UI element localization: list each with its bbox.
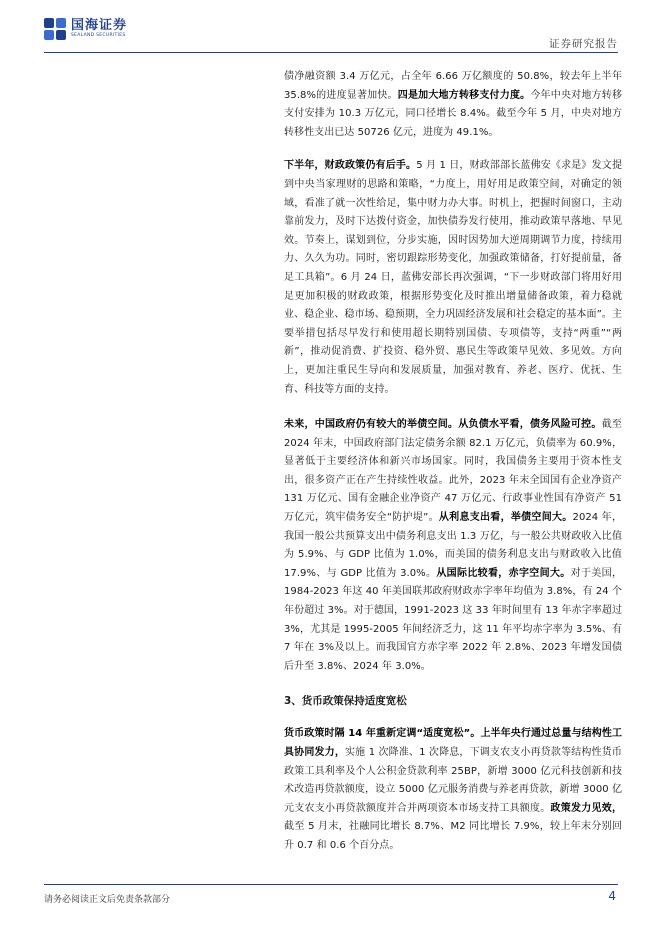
text-span: 今年中央对地方转移支付安排为 10.3 万亿元，同口径增长 8.4%。截至今年 5 月，中央对地方转移性支出已达 50726 亿元，进度为 49.1%。	[284, 89, 623, 138]
bold-lead: 从利息支出看，举债空间大。	[438, 512, 573, 524]
logo-name-cn: 国海证券	[71, 18, 128, 34]
footer-disclaimer: 请务必阅读正文后免责条款部分	[44, 895, 171, 905]
paragraph-monetary-policy	[284, 725, 622, 855]
section-heading: 3、货币政策保持适度宽松	[284, 695, 407, 708]
bold-lead: 下半年，财政政策仍有后手。	[284, 160, 417, 172]
document-type: 证券研究报告	[549, 38, 618, 50]
text-span: 2024 年，我国一般公共预算支出中债务利息支出 1.3 万亿，与一般公共财政收入比值为 5.9%、与 GDP 比值为 1.0%，而美国的债务利息支出与财政收入比值 17.9%、与 GDP 比值为 3.0%。	[284, 512, 622, 579]
paragraph-fiscal-second-half	[284, 157, 622, 399]
footer-divider	[44, 884, 618, 885]
page-number: 4	[608, 889, 616, 903]
bold-lead: 未来，中国政府仍有较大的举债空间。从负债水平看，债务风险可控。	[284, 419, 602, 431]
bold-lead: 四是加大地方转移支付力度。	[397, 89, 531, 101]
text-span: 实施 1 次降准、1 次降息，下调支农支小再贷款等结构性货币政策工具利率及个人公积金贷款利率 25BP，新增 3000 亿元科技创新和技术改造再贷款额度，设立 5000 亿元服务消费与养老再贷款，新增 3000 亿元支农支小再贷款额度并合并两项资本市场支持工具额度。	[284, 747, 622, 814]
paragraph-local-transfer	[284, 68, 622, 142]
text-span: 5 月 1 日，财政部部长蓝佛安《求是》发文提到中央当家理财的思路和策略，“力度上，用好用足政策空间，对确定的领域，看准了就一次性给足，集中财力办大事。时机上，把握时间窗口，主动靠前发力，及时下达拨付资金，加快债券发行使用，推动政策早落地、早见效。节奏上，谋划到位，分步实施，因时因势加大逆周期调节力度，持续用力、久久为功。同时，密切跟踪形势变化，加强政策储备，打好提前量，备足工具箱”。6 月 24 日，蓝佛安部长再次强调，“下一步财政部门将用好用足更加积极的财政政策，根据形势变化及时推出增量储备政策，着力稳就业、稳企业、稳市场、稳预期，全力巩固经济发展和社会稳定的基本面”。主要举措包括尽早发行和使用超长期特别国债、专项债等，支持“两重”“两新”，推动促消费、扩投资、稳外贸、惠民生等政策早见效、多见效。方向上，更加注重民生导向和发展质量，加强对教育、养老、医疗、优抚、生育、科技等方面的支持。	[284, 160, 622, 395]
bold-lead: 货币政策时隔 14 年重新定调“适度宽松”。上半年央行通过总量与结构性工具协同发力，	[284, 728, 622, 758]
text-span: 债净融资额 3.4 万亿元，占全年 6.66 万亿额度的 50.8%，较去年上半年 35.8%的进度显著加快。	[284, 71, 622, 101]
text-span: 对于美国，1984-2023 年这 40 年美国联邦政府财政赤字率年均值为 3.8%，有 24 个年份超过 3%。对于德国，1991-2023 这 33 年时间里有 13 年赤字率超过 3%，尤其是 1995-2005 年间经济乏力，这 11 年平均赤字率为 3.5%、有 7 年在 3%及以上。而我国官方赤字率 2022 年 2.8%、2023 年增发国债后升至 3.8%、2024 年 3.0%。	[284, 567, 622, 672]
logo-icon	[44, 18, 66, 40]
text-span: 截至 2024 年末，中国政府部门法定债务余额 82.1 万亿元，负债率为 60.9%，显著低于主要经济体和新兴市场国家。同时，我国债务主要用于资本性支出，很多资产正在产生持续性收益。此外，2023 年末全国国有企业净资产 131 万亿元、国有金融企业净资产 47 万亿元、行政事业性国有净资产 51 万亿元，筑牢债务安全“防护堤”。	[284, 419, 622, 524]
logo-name-en: SEALAND SECURITIES	[71, 33, 126, 39]
text-span: 截至 5 月末，社融同比增长 8.7%、M2 同比增长 7.9%，较上年末分别回升 0.7 和 0.6 个百分点。	[284, 821, 622, 851]
company-logo	[44, 18, 127, 40]
header-divider	[44, 52, 618, 53]
bold-lead: 从国际比较看，赤字空间大。	[436, 567, 571, 579]
page-header	[0, 0, 662, 60]
paragraph-debt-space	[284, 416, 622, 676]
bold-lead: 政策发力见效，	[550, 802, 622, 814]
main-content	[284, 68, 622, 856]
